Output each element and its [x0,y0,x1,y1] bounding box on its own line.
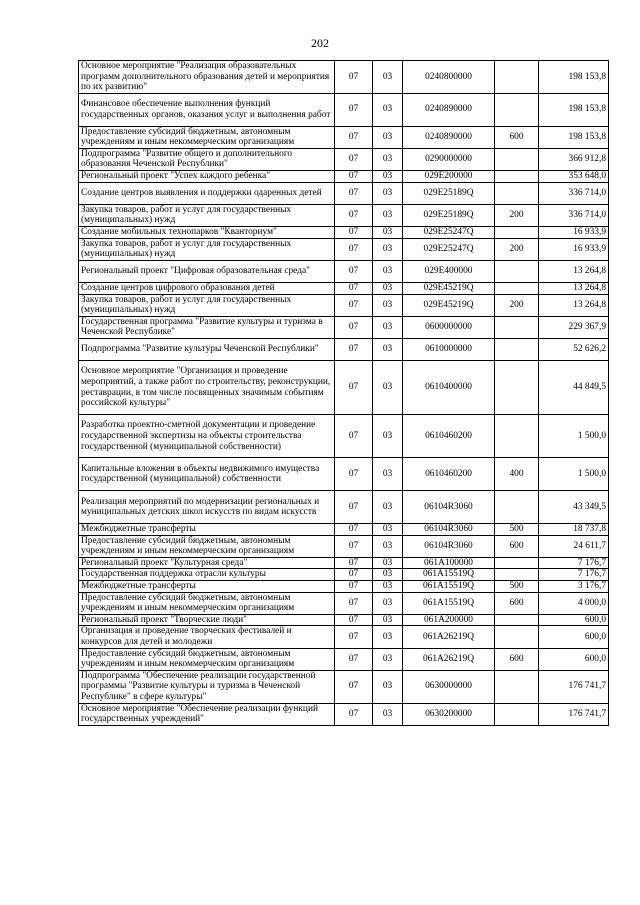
table-row [79,458,609,491]
row-amount: 600,0 [539,614,609,626]
row-name: Подпрограмма "Развитие общего и дополнительного образования Чеченской Республики" [79,148,335,170]
row-target-article: 06104R3060 [403,524,495,536]
row-section: 07 [335,581,373,593]
row-target-article: 0610460200 [403,458,495,491]
table-row [79,282,609,294]
row-expense-type [495,61,539,94]
row-section: 07 [335,93,373,126]
row-subsection: 03 [373,648,403,670]
row-name: Реализация мероприятий по модернизации региональных и муниципальных детских школ искусств по видам искусств [79,491,335,524]
row-expense-type [495,282,539,294]
row-section: 07 [335,491,373,524]
row-name: Разработка проектно-сметной документации и проведение государственной экспертизы на объекты строительства государственной (муниципальной собственности) [79,415,335,458]
row-expense-type: 200 [495,294,539,316]
table-row [79,569,609,581]
row-section: 07 [335,569,373,581]
row-expense-type [495,226,539,238]
row-amount: 43 349,5 [539,491,609,524]
row-section: 07 [335,148,373,170]
row-target-article: 029E45219Q [403,294,495,316]
row-target-article: 061A100000 [403,557,495,569]
row-target-article: 0240890000 [403,93,495,126]
row-target-article: 029E25189Q [403,204,495,226]
row-amount: 13 264,8 [539,282,609,294]
table-row [79,182,609,204]
row-section: 07 [335,557,373,569]
row-subsection: 03 [373,581,403,593]
row-section: 07 [335,648,373,670]
table-row [79,260,609,282]
row-amount: 44 849,5 [539,361,609,415]
row-expense-type [495,338,539,360]
table-row [79,415,609,458]
row-expense-type [495,491,539,524]
row-target-article: 0600000000 [403,316,495,338]
row-subsection: 03 [373,361,403,415]
row-amount: 4 000,0 [539,592,609,614]
row-subsection: 03 [373,614,403,626]
row-name: Капитальные вложения в объекты недвижимого имущества государственной (муниципальной) собственности [79,458,335,491]
row-name: Основное мероприятие "Реализация образовательных программ дополнительного образования детей и мероприятия по их развитию" [79,61,335,94]
row-name: Региональный проект "Творческие люди" [79,614,335,626]
row-target-article: 0240890000 [403,126,495,148]
row-amount: 52 626,2 [539,338,609,360]
row-expense-type [495,182,539,204]
row-expense-type [495,316,539,338]
row-amount: 600,0 [539,626,609,648]
row-expense-type [495,569,539,581]
row-section: 07 [335,415,373,458]
row-subsection: 03 [373,535,403,557]
row-amount: 176 741,7 [539,670,609,703]
row-amount: 16 933,9 [539,238,609,260]
row-target-article: 0610000000 [403,338,495,360]
budget-table [78,60,609,726]
row-target-article: 029E45219Q [403,282,495,294]
table-row [79,491,609,524]
row-target-article: 0290000000 [403,148,495,170]
row-name: Региональный проект "Цифровая образовательная среда" [79,260,335,282]
row-section: 07 [335,316,373,338]
row-section: 07 [335,614,373,626]
row-name: Финансовое обеспечение выполнения функций государственных органов, оказания услуг и выполнения работ [79,93,335,126]
row-subsection: 03 [373,126,403,148]
row-target-article: 029E25247Q [403,238,495,260]
row-section: 07 [335,238,373,260]
table-row [79,170,609,182]
row-name: Создание центров цифрового образования детей [79,282,335,294]
row-expense-type: 500 [495,524,539,536]
row-section: 07 [335,524,373,536]
row-target-article: 061A200000 [403,614,495,626]
row-subsection: 03 [373,626,403,648]
row-section: 07 [335,226,373,238]
row-amount: 600,0 [539,648,609,670]
table-row [79,670,609,703]
row-section: 07 [335,61,373,94]
row-name: Создание мобильных технопарков "Кванториум" [79,226,335,238]
row-section: 07 [335,592,373,614]
row-name: Предоставление субсидий бюджетным, автономным учреждениям и иным некоммерческим организациям [79,126,335,148]
table-row [79,648,609,670]
row-amount: 13 264,8 [539,294,609,316]
table-row [79,204,609,226]
row-subsection: 03 [373,338,403,360]
row-expense-type [495,361,539,415]
row-amount: 198 153,8 [539,93,609,126]
row-expense-type [495,703,539,725]
row-subsection: 03 [373,592,403,614]
table-row [79,535,609,557]
table-row [79,592,609,614]
table-row [79,316,609,338]
row-amount: 24 611,7 [539,535,609,557]
table-row [79,93,609,126]
row-target-article: 029E25189Q [403,182,495,204]
row-expense-type: 400 [495,458,539,491]
row-target-article: 061A15519Q [403,569,495,581]
row-name: Организация и проведение творческих фестивалей и конкурсов для детей и молодежи [79,626,335,648]
row-name: Предоставление субсидий бюджетным, автономным учреждениям и иным некоммерческим организациям [79,592,335,614]
table-row [79,61,609,94]
row-name: Закупка товаров, работ и услуг для государственных (муниципальных) нужд [79,204,335,226]
row-expense-type: 200 [495,204,539,226]
row-amount: 176 741,7 [539,703,609,725]
row-section: 07 [335,535,373,557]
row-subsection: 03 [373,703,403,725]
row-name: Государственная программа "Развитие культуры и туризма в Чеченской Республике" [79,316,335,338]
row-name: Региональный проект "Успех каждого ребенка" [79,170,335,182]
row-subsection: 03 [373,491,403,524]
row-expense-type: 600 [495,535,539,557]
row-section: 07 [335,361,373,415]
row-amount: 336 714,0 [539,182,609,204]
row-target-article: 029E200000 [403,170,495,182]
row-amount: 1 500,0 [539,458,609,491]
row-expense-type [495,415,539,458]
row-section: 07 [335,670,373,703]
row-subsection: 03 [373,294,403,316]
row-section: 07 [335,282,373,294]
row-subsection: 03 [373,182,403,204]
row-expense-type [495,260,539,282]
row-amount: 198 153,8 [539,126,609,148]
table-row [79,126,609,148]
row-expense-type: 600 [495,648,539,670]
row-amount: 3 176,7 [539,581,609,593]
row-expense-type: 600 [495,126,539,148]
row-section: 07 [335,703,373,725]
row-name: Подпрограмма "Обеспечение реализации государственной программы "Развитие культуры и туризма в Чеченской Республике" в сфере культуры" [79,670,335,703]
row-target-article: 0610460200 [403,415,495,458]
row-amount: 16 933,9 [539,226,609,238]
table-row [79,524,609,536]
row-name: Региональный проект "Культурная среда" [79,557,335,569]
row-expense-type [495,93,539,126]
row-subsection: 03 [373,569,403,581]
row-name: Предоставление субсидий бюджетным, автономным учреждениям и иным некоммерческим организациям [79,648,335,670]
row-name: Создание центров выявления и поддержки одаренных детей [79,182,335,204]
table-row [79,294,609,316]
row-subsection: 03 [373,93,403,126]
row-name: Государственная поддержка отрасли культуры [79,569,335,581]
row-expense-type [495,614,539,626]
row-expense-type: 600 [495,592,539,614]
row-section: 07 [335,170,373,182]
row-target-article: 06104R3060 [403,535,495,557]
row-name: Межбюджетные трансферты [79,524,335,536]
row-subsection: 03 [373,282,403,294]
table-row [79,581,609,593]
row-target-article: 06104R3060 [403,491,495,524]
table-row [79,148,609,170]
row-expense-type [495,148,539,170]
row-section: 07 [335,458,373,491]
row-target-article: 029E400000 [403,260,495,282]
row-name: Межбюджетные трансферты [79,581,335,593]
row-section: 07 [335,338,373,360]
row-target-article: 061A15519Q [403,592,495,614]
row-subsection: 03 [373,260,403,282]
row-amount: 18 737,8 [539,524,609,536]
row-expense-type: 500 [495,581,539,593]
table-row [79,238,609,260]
row-subsection: 03 [373,524,403,536]
row-amount: 1 500,0 [539,415,609,458]
row-name: Закупка товаров, работ и услуг для государственных (муниципальных) нужд [79,238,335,260]
row-amount: 336 714,0 [539,204,609,226]
table-row [79,361,609,415]
row-subsection: 03 [373,415,403,458]
row-subsection: 03 [373,148,403,170]
table-row [79,614,609,626]
row-amount: 353 648,0 [539,170,609,182]
row-subsection: 03 [373,61,403,94]
row-name: Предоставление субсидий бюджетным, автономным учреждениям и иным некоммерческим организациям [79,535,335,557]
row-amount: 198 153,8 [539,61,609,94]
table-row [79,557,609,569]
row-target-article: 061A26219Q [403,626,495,648]
row-amount: 366 912,8 [539,148,609,170]
row-subsection: 03 [373,557,403,569]
row-expense-type [495,170,539,182]
row-name: Основное мероприятие "Организация и проведение мероприятий, а также работ по строительству, реконструкции, реставрации, в том числе посвященных значимым событиям российской культуры" [79,361,335,415]
row-target-article: 0630000000 [403,670,495,703]
row-subsection: 03 [373,458,403,491]
page-number: 202 [311,36,329,50]
row-amount: 7 176,7 [539,557,609,569]
row-name: Основное мероприятие "Обеспечение реализации функций государственных учреждений" [79,703,335,725]
row-name: Подпрограмма "Развитие культуры Чеченской Республики" [79,338,335,360]
row-target-article: 061A15519Q [403,581,495,593]
row-section: 07 [335,294,373,316]
row-target-article: 061A26219Q [403,648,495,670]
row-target-article: 0240800000 [403,61,495,94]
row-amount: 229 367,9 [539,316,609,338]
row-target-article: 029E25247Q [403,226,495,238]
row-section: 07 [335,626,373,648]
row-expense-type: 200 [495,238,539,260]
row-amount: 13 264,8 [539,260,609,282]
row-section: 07 [335,126,373,148]
table-row [79,626,609,648]
table-row [79,226,609,238]
row-subsection: 03 [373,226,403,238]
row-subsection: 03 [373,316,403,338]
table-row [79,338,609,360]
row-expense-type [495,557,539,569]
row-expense-type [495,670,539,703]
row-target-article: 0630200000 [403,703,495,725]
row-amount: 7 176,7 [539,569,609,581]
row-section: 07 [335,260,373,282]
row-section: 07 [335,204,373,226]
row-subsection: 03 [373,170,403,182]
row-expense-type [495,626,539,648]
row-target-article: 0610400000 [403,361,495,415]
table-row [79,703,609,725]
row-subsection: 03 [373,670,403,703]
row-section: 07 [335,182,373,204]
row-subsection: 03 [373,238,403,260]
row-name: Закупка товаров, работ и услуг для государственных (муниципальных) нужд [79,294,335,316]
row-subsection: 03 [373,204,403,226]
